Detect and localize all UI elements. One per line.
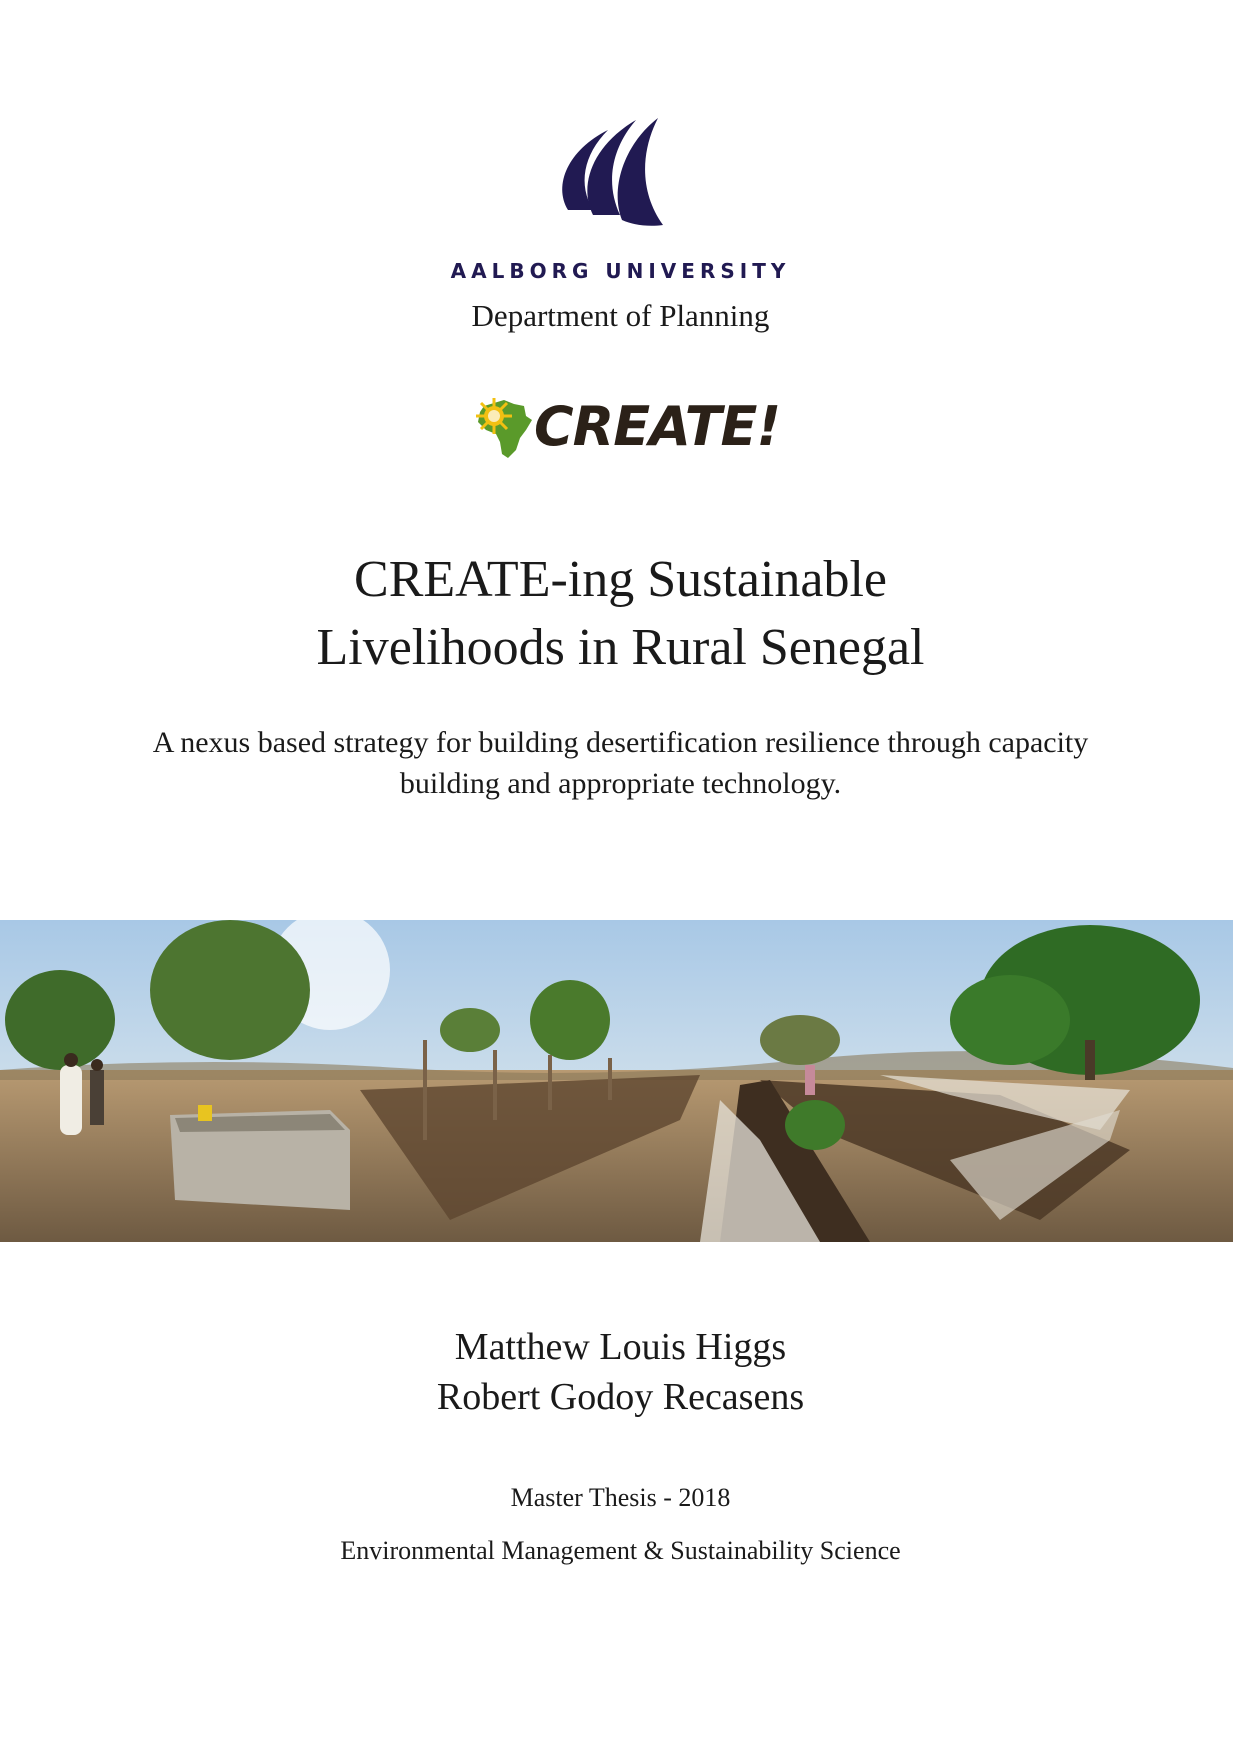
document-title: [0, 546, 1241, 682]
document-subtitle: A nexus based strategy for building desertification resilience through capacity building and appropriate technology.: [152, 726, 1089, 800]
africa-sun-icon: [474, 394, 536, 460]
author-list: [0, 1322, 1241, 1422]
thesis-type: Master Thesis - 2018: [510, 1483, 731, 1512]
department-name: Department of Planning: [471, 298, 770, 333]
study-programme: Environmental Management & Sustainability Science: [340, 1536, 901, 1565]
university-name: AALBORG UNIVERSITY: [450, 259, 791, 283]
create-logo-text: CREATE!: [534, 395, 781, 458]
author-2: Robert Godoy Recasens: [436, 1376, 805, 1418]
title-line-1: CREATE-ing Sustainable: [354, 551, 887, 608]
author-1: Matthew Louis Higgs: [454, 1326, 787, 1368]
cover-photo: [0, 920, 1233, 1242]
title-line-2: Livelihoods in Rural Senegal: [316, 619, 925, 676]
create-logo: [474, 392, 781, 462]
aalborg-university-logo: [548, 115, 688, 235]
